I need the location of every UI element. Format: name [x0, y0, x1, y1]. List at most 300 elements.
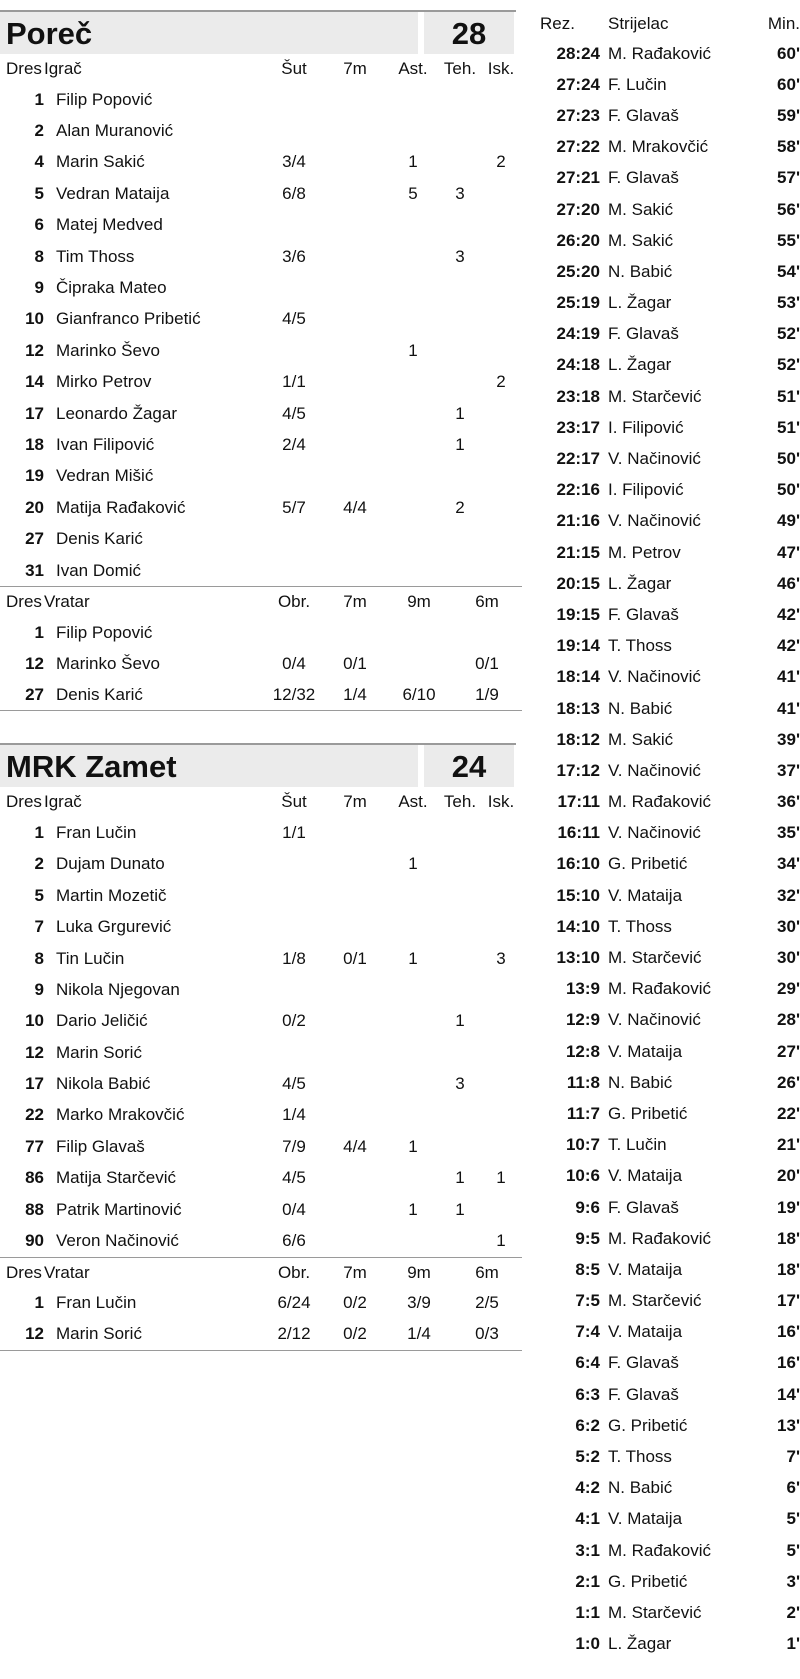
- player-technical: 1: [455, 1168, 465, 1188]
- player-exclusions: [480, 115, 522, 146]
- player-assists: 1: [408, 1199, 418, 1219]
- player-number: 17: [25, 403, 44, 423]
- goalkeepers-table: [0, 1257, 522, 1351]
- goal-minute: 52': [777, 355, 800, 375]
- player-assists: [386, 555, 440, 586]
- scorer-row: [540, 1223, 800, 1254]
- player-assists: 1: [408, 854, 418, 874]
- player-shots: [264, 974, 324, 1005]
- scorer-name: G. Pribetić: [608, 1415, 688, 1435]
- scorers-tbody: [540, 10, 800, 1660]
- player-exclusions: [480, 974, 522, 1005]
- col-header-9m: 9m: [407, 1262, 431, 1282]
- running-score: 1:1: [575, 1602, 600, 1622]
- team-score: 24: [424, 745, 514, 787]
- col-header-dres: Dres: [6, 792, 42, 812]
- scorer-name: V. Načinović: [608, 511, 701, 531]
- scorer-name: V. Mataija: [608, 885, 683, 905]
- goalkeepers-tbody: [0, 1257, 522, 1350]
- player-technical: [440, 1225, 480, 1256]
- player-technical: [440, 1100, 480, 1131]
- running-score: 11:8: [566, 1072, 600, 1092]
- player-assists: [386, 398, 440, 429]
- player-exclusions: 3: [496, 948, 506, 968]
- player-shots: 4/5: [282, 309, 306, 329]
- scorer-name: M. Rađaković: [608, 1540, 711, 1560]
- scorer-name: G. Pribetić: [608, 1571, 688, 1591]
- goal-minute: 46': [777, 573, 800, 593]
- player-exclusions: [480, 555, 522, 586]
- scorer-row: [540, 1192, 800, 1223]
- player-7m: 4/4: [343, 1136, 367, 1156]
- player-name: Filip Popović: [56, 89, 153, 109]
- scorer-name: F. Glavaš: [608, 105, 679, 125]
- scorer-row: [540, 1504, 800, 1535]
- scorer-name: M. Rađaković: [608, 792, 711, 812]
- scorer-row: [540, 787, 800, 818]
- player-7m: [324, 1100, 386, 1131]
- player-shots: [264, 84, 324, 115]
- player-name: Fran Lučin: [56, 822, 137, 842]
- player-name: Mirko Petrov: [56, 372, 152, 392]
- goal-minute: 5': [786, 1509, 800, 1529]
- player-shots: 0/4: [282, 1199, 306, 1219]
- goal-minute: 22': [777, 1103, 800, 1123]
- col-header-ast: Ast.: [398, 59, 428, 78]
- player-technical: [440, 461, 480, 492]
- running-score: 9:6: [575, 1197, 600, 1217]
- player-row: [0, 241, 522, 272]
- scorer-row: [540, 319, 800, 350]
- scorer-name: F. Lučin: [608, 74, 667, 94]
- player-exclusions: 2: [496, 152, 506, 172]
- running-score: 8:5: [575, 1259, 600, 1279]
- col-header-6m: 6m: [475, 1262, 499, 1282]
- player-exclusions: [480, 849, 522, 880]
- running-score: 19:14: [556, 636, 600, 656]
- col-header-teh: Teh.: [443, 59, 477, 78]
- scorer-row: [540, 1036, 800, 1067]
- player-7m: [324, 1163, 386, 1194]
- goalkeeper-row: [0, 648, 522, 679]
- goal-minute: 2': [786, 1602, 800, 1622]
- player-shots: 7/9: [282, 1136, 306, 1156]
- col-header-9m: 9m: [407, 592, 431, 612]
- player-number: 10: [25, 309, 44, 329]
- running-score: 22:16: [556, 480, 600, 500]
- player-name: Tin Lučin: [56, 948, 125, 968]
- scorer-name: V. Načinović: [608, 760, 701, 780]
- player-technical: [440, 974, 480, 1005]
- running-score: 23:18: [556, 386, 600, 406]
- player-technical: [440, 304, 480, 335]
- scorer-row: [540, 1130, 800, 1161]
- col-header-obr: Obr.: [277, 1262, 311, 1282]
- player-technical: [440, 817, 480, 848]
- player-7m: [324, 974, 386, 1005]
- goal-minute: 21': [777, 1135, 800, 1155]
- player-technical: 3: [455, 246, 465, 266]
- player-number: 8: [34, 246, 44, 266]
- player-technical: [440, 943, 480, 974]
- scorer-name: G. Pribetić: [608, 1103, 688, 1123]
- goalkeeper-number: 12: [25, 653, 44, 673]
- player-7m: [324, 911, 386, 942]
- player-assists: [386, 1163, 440, 1194]
- player-number: 8: [34, 948, 44, 968]
- scorer-row: [540, 475, 800, 506]
- player-shots: 6/8: [282, 183, 306, 203]
- scorer-name: M. Starčević: [608, 1602, 702, 1622]
- player-shots: 1/1: [282, 372, 306, 392]
- scorer-row: [540, 1098, 800, 1129]
- scorer-name: M. Rađaković: [608, 979, 711, 999]
- goalkeeper-9m: 3/9: [407, 1293, 431, 1313]
- scorer-name: I. Filipović: [608, 417, 684, 437]
- player-name: Matija Starčević: [56, 1168, 176, 1188]
- goal-minute: 37': [777, 760, 800, 780]
- player-name: Filip Glavaš: [56, 1136, 145, 1156]
- player-7m: [324, 178, 386, 209]
- player-row: [0, 911, 522, 942]
- goalkeeper-name: Filip Popović: [56, 622, 153, 642]
- player-technical: [440, 335, 480, 366]
- player-name: Ivan Filipović: [56, 434, 155, 454]
- col-header-dres: Dres: [6, 59, 42, 78]
- player-number: 14: [25, 372, 44, 392]
- running-score: 24:18: [556, 355, 600, 375]
- running-score: 15:10: [556, 885, 600, 905]
- scorer-row: [540, 1379, 800, 1410]
- player-row: [0, 1225, 522, 1256]
- player-exclusions: 1: [496, 1231, 506, 1251]
- running-score: 1:0: [575, 1634, 600, 1654]
- player-assists: [386, 1225, 440, 1256]
- scorer-row: [540, 288, 800, 319]
- player-shots: 1/4: [282, 1105, 306, 1125]
- player-name: Dario Jeličić: [56, 1011, 148, 1031]
- scorer-name: M. Starčević: [608, 1291, 702, 1311]
- player-row: [0, 398, 522, 429]
- scorer-row: [540, 1473, 800, 1504]
- player-7m: [324, 1225, 386, 1256]
- scorer-row: [540, 1348, 800, 1379]
- goalkeeper-9m: 6/10: [402, 684, 436, 704]
- goal-minute: 58': [777, 137, 800, 157]
- goal-minute: 35': [777, 823, 800, 843]
- goal-minute: 18': [777, 1259, 800, 1279]
- col-header-rez: Rez.: [540, 14, 575, 33]
- goalkeeper-9m: [386, 648, 452, 679]
- goal-minute: 53': [777, 293, 800, 313]
- player-shots: 1/8: [282, 948, 306, 968]
- scorer-name: M. Mrakovčić: [608, 137, 709, 157]
- player-exclusions: [480, 84, 522, 115]
- player-name: Matej Medved: [56, 215, 163, 235]
- team-score: 28: [424, 12, 514, 54]
- running-score: 12:8: [565, 1041, 600, 1061]
- player-name: Gianfranco Pribetić: [56, 309, 201, 329]
- running-score: 12:9: [565, 1010, 600, 1030]
- scorer-name: M. Sakić: [608, 230, 674, 250]
- goalkeeper-name: Marinko Ševo: [56, 653, 160, 673]
- goalkeeper-6m: 1/9: [475, 684, 499, 704]
- player-assists: [386, 911, 440, 942]
- col-header-vratar: Vratar: [44, 1262, 90, 1282]
- player-row: [0, 272, 522, 303]
- player-name: Marin Sakić: [56, 152, 145, 172]
- col-header-obr: Obr.: [277, 592, 311, 612]
- player-row: [0, 304, 522, 335]
- scorer-name: V. Načinović: [608, 449, 701, 469]
- player-exclusions: [480, 1131, 522, 1162]
- player-technical: [440, 210, 480, 241]
- players-header-row: [0, 787, 522, 817]
- player-assists: [386, 1068, 440, 1099]
- col-header-min: Min.: [767, 14, 800, 33]
- scorer-name: I. Filipović: [608, 480, 684, 500]
- scorer-row: [540, 662, 800, 693]
- goalkeeper-saves: 2/12: [277, 1324, 311, 1344]
- scorer-name: V. Mataija: [608, 1322, 683, 1342]
- goalkeeper-6m: 2/5: [475, 1293, 499, 1313]
- goal-minute: 49': [777, 511, 800, 531]
- col-header-strijelac: Strijelac: [608, 14, 669, 33]
- player-name: Nikola Njegovan: [56, 979, 180, 999]
- player-7m: [324, 398, 386, 429]
- team-block-zamet: [0, 743, 516, 1350]
- goal-minute: 30': [777, 916, 800, 936]
- player-shots: [264, 461, 324, 492]
- col-header-7m: 7m: [343, 1262, 367, 1282]
- scorer-row: [540, 443, 800, 474]
- player-7m: [324, 817, 386, 848]
- goal-minute: 28': [777, 1010, 800, 1030]
- player-row: [0, 555, 522, 586]
- player-number: 12: [25, 1042, 44, 1062]
- running-score: 17:11: [557, 792, 600, 812]
- running-score: 6:2: [575, 1415, 600, 1435]
- player-name: Denis Karić: [56, 529, 143, 549]
- scorer-row: [540, 1005, 800, 1036]
- player-7m: [324, 304, 386, 335]
- running-score: 21:15: [556, 542, 600, 562]
- goalkeeper-7m: 1/4: [343, 684, 367, 704]
- goal-minute: 60': [777, 43, 800, 63]
- player-exclusions: [480, 461, 522, 492]
- player-number: 10: [25, 1011, 44, 1031]
- goal-minute: 1': [786, 1634, 800, 1654]
- player-number: 77: [25, 1136, 44, 1156]
- col-header-sut: Šut: [281, 59, 307, 78]
- running-score: 16:10: [556, 854, 600, 874]
- goal-minute: 51': [777, 386, 800, 406]
- player-assists: [386, 272, 440, 303]
- player-assists: [386, 115, 440, 146]
- player-name: Nikola Babić: [56, 1074, 151, 1094]
- player-7m: [324, 335, 386, 366]
- player-technical: 3: [455, 1074, 465, 1094]
- col-header-7m: 7m: [343, 792, 367, 812]
- scorer-name: V. Mataija: [608, 1509, 683, 1529]
- player-row: [0, 115, 522, 146]
- player-name: Marko Mrakovčić: [56, 1105, 185, 1125]
- player-name: Leonardo Žagar: [56, 403, 177, 423]
- col-header-dres: Dres: [6, 1262, 42, 1282]
- running-score: 20:15: [556, 573, 600, 593]
- player-name: Dujam Dunato: [56, 854, 165, 874]
- scorer-row: [540, 1161, 800, 1192]
- player-7m: [324, 147, 386, 178]
- player-name: Marin Sorić: [56, 1042, 142, 1062]
- player-assists: [386, 523, 440, 554]
- goalkeeper-saves: [264, 617, 324, 648]
- player-exclusions: [480, 304, 522, 335]
- scorer-row: [540, 350, 800, 381]
- scorer-row: [540, 225, 800, 256]
- player-number: 2: [34, 854, 44, 874]
- player-name: Vedran Mišić: [56, 466, 154, 486]
- player-row: [0, 817, 522, 848]
- scorer-name: T. Thoss: [608, 916, 672, 936]
- running-score: 6:4: [575, 1353, 600, 1373]
- running-score: 11:7: [566, 1103, 600, 1123]
- player-shots: [264, 555, 324, 586]
- player-row: [0, 1163, 522, 1194]
- scorer-name: M. Petrov: [608, 542, 681, 562]
- scorer-row: [540, 69, 800, 100]
- goalkeeper-name: Fran Lučin: [56, 1293, 137, 1313]
- scorer-name: V. Mataija: [608, 1259, 683, 1279]
- player-assists: 5: [408, 183, 418, 203]
- scorer-row: [540, 506, 800, 537]
- running-score: 13:10: [556, 948, 600, 968]
- team-name: Poreč: [0, 12, 418, 54]
- player-technical: [440, 367, 480, 398]
- player-row: [0, 1068, 522, 1099]
- scorer-name: G. Pribetić: [608, 854, 688, 874]
- player-technical: 1: [455, 434, 465, 454]
- player-technical: [440, 272, 480, 303]
- player-number: 5: [34, 885, 44, 905]
- player-shots: [264, 911, 324, 942]
- goalkeeper-7m: 0/2: [343, 1293, 367, 1313]
- goal-minute: 59': [777, 105, 800, 125]
- player-exclusions: [480, 241, 522, 272]
- goalkeeper-6m: 0/3: [475, 1324, 499, 1344]
- player-shots: 1/1: [282, 822, 306, 842]
- goalkeeper-7m: 0/1: [343, 653, 367, 673]
- player-row: [0, 943, 522, 974]
- player-exclusions: [480, 429, 522, 460]
- player-shots: [264, 849, 324, 880]
- goalkeeper-number: 1: [34, 1293, 44, 1313]
- running-score: 22:17: [556, 449, 600, 469]
- player-row: [0, 1131, 522, 1162]
- goal-minute: 36': [777, 792, 800, 812]
- goal-minute: 47': [777, 542, 800, 562]
- scorers-table: [540, 10, 800, 1660]
- goal-minute: 26': [777, 1072, 800, 1092]
- goalkeeper-saves: 6/24: [277, 1293, 311, 1313]
- player-exclusions: 2: [496, 372, 506, 392]
- player-row: [0, 523, 522, 554]
- player-row: [0, 147, 522, 178]
- player-number: 22: [25, 1105, 44, 1125]
- goal-minute: 5': [786, 1540, 800, 1560]
- scorer-name: M. Starčević: [608, 948, 702, 968]
- goalkeeper-name: Marin Sorić: [56, 1324, 142, 1344]
- player-7m: [324, 849, 386, 880]
- goal-minute: 14': [777, 1384, 800, 1404]
- goalkeeper-6m: 0/1: [475, 653, 499, 673]
- players-header-row: [0, 54, 522, 84]
- player-assists: [386, 367, 440, 398]
- player-technical: 3: [455, 183, 465, 203]
- goal-minute: 7': [786, 1447, 800, 1467]
- goal-minute: 29': [777, 979, 800, 999]
- player-technical: [440, 84, 480, 115]
- goal-minute: 39': [777, 729, 800, 749]
- scorer-row: [540, 132, 800, 163]
- player-row: [0, 210, 522, 241]
- player-number: 20: [25, 497, 44, 517]
- player-exclusions: [480, 1037, 522, 1068]
- player-name: Martin Mozetič: [56, 885, 167, 905]
- scorer-name: N. Babić: [608, 698, 673, 718]
- scorers-column: [540, 10, 800, 1660]
- goal-minute: 55': [777, 230, 800, 250]
- col-header-isk: Isk.: [487, 792, 515, 812]
- player-assists: 1: [408, 1136, 418, 1156]
- player-number: 86: [25, 1168, 44, 1188]
- scorer-name: F. Glavaš: [608, 1384, 679, 1404]
- running-score: 18:14: [556, 667, 600, 687]
- goalkeeper-7m: [324, 617, 386, 648]
- player-assists: [386, 880, 440, 911]
- running-score: 25:19: [556, 293, 600, 313]
- player-number: 88: [25, 1199, 44, 1219]
- scorers-header-row: [540, 10, 800, 38]
- goalkeeper-row: [0, 1319, 522, 1351]
- player-row: [0, 461, 522, 492]
- player-exclusions: 1: [496, 1168, 506, 1188]
- goal-minute: 17': [777, 1291, 800, 1311]
- player-row: [0, 367, 522, 398]
- player-shots: 3/6: [282, 246, 306, 266]
- player-7m: [324, 1194, 386, 1225]
- player-assists: [386, 429, 440, 460]
- player-exclusions: [480, 272, 522, 303]
- player-7m: [324, 1037, 386, 1068]
- player-shots: [264, 523, 324, 554]
- scorer-name: V. Mataija: [608, 1166, 683, 1186]
- player-shots: 2/4: [282, 434, 306, 454]
- running-score: 27:20: [556, 199, 600, 219]
- running-score: 10:6: [565, 1166, 600, 1186]
- running-score: 13:9: [565, 979, 600, 999]
- scorer-row: [540, 1597, 800, 1628]
- player-exclusions: [480, 1068, 522, 1099]
- running-score: 3:1: [575, 1540, 600, 1560]
- running-score: 17:12: [556, 760, 600, 780]
- player-shots: 4/5: [282, 1168, 306, 1188]
- player-technical: [440, 1037, 480, 1068]
- goalkeepers-tbody: [0, 587, 522, 711]
- player-shots: 6/6: [282, 1231, 306, 1251]
- players-table: [0, 787, 522, 1256]
- running-score: 24:19: [556, 324, 600, 344]
